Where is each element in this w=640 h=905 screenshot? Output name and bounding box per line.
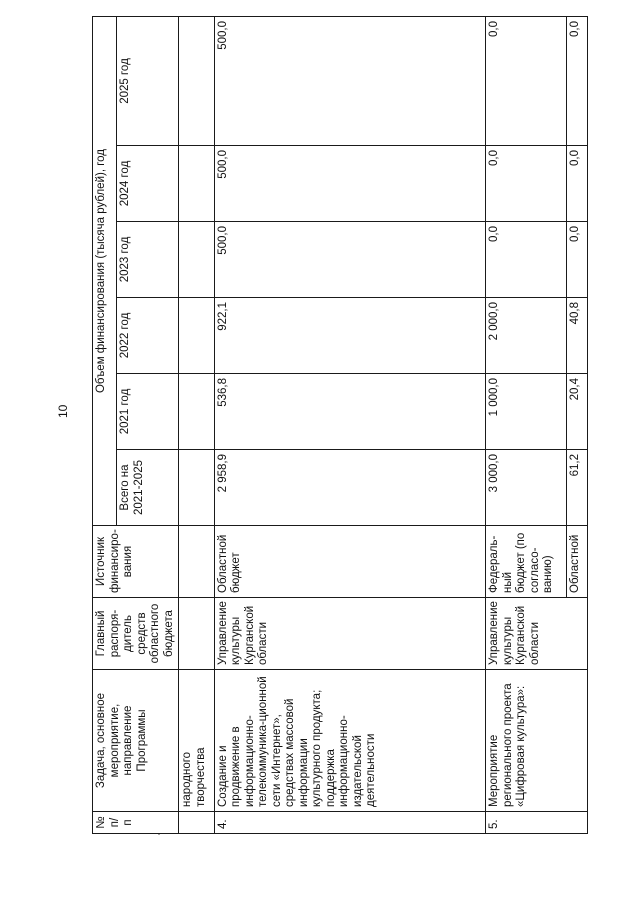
cell-task: народного творчества	[179, 670, 215, 812]
cell-total: 61,2	[567, 450, 588, 526]
cell-total: 3 000,0	[486, 450, 567, 526]
cell-total	[179, 450, 215, 526]
header-year-2024: 2024 год	[117, 146, 179, 222]
cell-2024	[179, 146, 215, 222]
cell-source: Областной бюджет	[214, 526, 485, 598]
header-source: Источник финансиро-вания	[93, 526, 179, 598]
header-manager: Главный распоря-дитель средств областного бюджета	[93, 598, 179, 670]
cell-2025: 500,0	[214, 17, 485, 146]
cell-task: Создание и продвижение в информационно-телекоммуника-ционной сети «Интернет», средствах массовой информации культурного продукта; поддержка информационно-издательской деятельности	[214, 670, 485, 812]
cell-number	[179, 812, 215, 834]
cell-2025: 0,0	[486, 17, 567, 146]
cell-2024: 500,0	[214, 146, 485, 222]
financing-table	[92, 16, 588, 834]
cell-2023	[179, 222, 215, 298]
cell-2023: 0,0	[486, 222, 567, 298]
cell-source: Областной	[567, 526, 588, 598]
financing-table-sheet	[92, 16, 580, 834]
cell-2024: 0,0	[486, 146, 567, 222]
cell-2021: 1 000,0	[486, 374, 567, 450]
table-row	[179, 17, 215, 834]
cell-2023: 500,0	[214, 222, 485, 298]
table-row	[486, 17, 567, 834]
cell-2022	[179, 298, 215, 374]
cell-2021: 536,8	[214, 374, 485, 450]
header-year-2025: 2025 год	[117, 17, 179, 146]
cell-2025: 0,0	[567, 17, 588, 146]
header-task: Задача, основное мероприятие, направление Программы	[93, 670, 179, 812]
cell-2022: 922,1	[214, 298, 485, 374]
cell-2023: 0,0	[567, 222, 588, 298]
cell-manager: Управление культуры Курганской области	[486, 598, 588, 670]
header-number: № п/п	[93, 812, 179, 834]
cell-manager: Управление культуры Курганской области	[214, 598, 485, 670]
header-total: Всего на 2021-2025	[117, 450, 179, 526]
cell-number: 4.	[214, 812, 485, 834]
header-volume: Объем финансирования (тысяча рублей), год	[93, 17, 117, 526]
table-row	[214, 17, 485, 834]
cell-2022: 40,8	[567, 298, 588, 374]
header-year-2022: 2022 год	[117, 298, 179, 374]
cell-task: Мероприятие регионального проекта «Цифровая культура»:	[486, 670, 588, 812]
cell-2021	[179, 374, 215, 450]
page-number: 10	[56, 404, 70, 418]
cell-2021: 20,4	[567, 374, 588, 450]
cell-2025	[179, 17, 215, 146]
cell-total: 2 958,9	[214, 450, 485, 526]
header-year-2021: 2021 год	[117, 374, 179, 450]
cell-2022: 2 000,0	[486, 298, 567, 374]
cell-manager	[179, 598, 215, 670]
header-year-2023: 2023 год	[117, 222, 179, 298]
cell-2024: 0,0	[567, 146, 588, 222]
cell-source: Федераль-ный бюджет (по согласо-ванию)	[486, 526, 567, 598]
cell-number: 5.	[486, 812, 588, 834]
cell-source	[179, 526, 215, 598]
